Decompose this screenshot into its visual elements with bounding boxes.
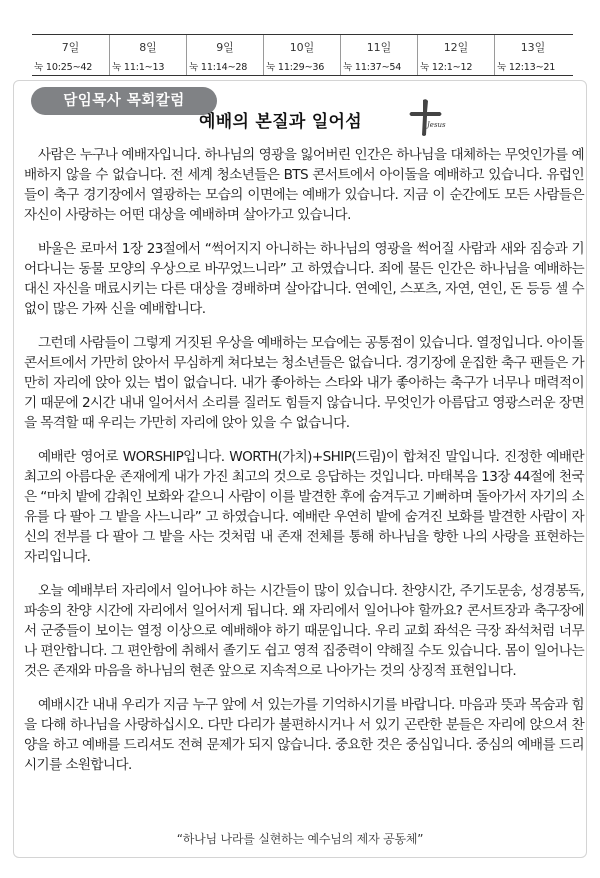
schedule-verse: 눅 11:37~54 — [343, 62, 402, 73]
schedule-day: 13일 — [520, 41, 546, 54]
schedule-verse: 눅 12:13~21 — [497, 62, 556, 73]
schedule-day-cell — [32, 35, 109, 75]
reading-schedule — [32, 34, 573, 76]
schedule-day-cell — [494, 35, 571, 75]
schedule-verse: 눅 10:25~42 — [34, 62, 93, 73]
column-paragraph: 예배란 영어로 WORSHIP입니다. WORTH(가치)+SHIP(드림)이 합쳐진 말입니다. 진정한 예배란 최고의 아름다운 존재에게 내가 가진 최고의 것으로 응답하는 것입니다. 마태복음 13장 44절에 천국은 “마치 밭에 감춰인 보화와 같으니 사람이 이를 발견한 후에 숨겨두고 기뻐하며 돌아가서 자기의 소유를 다 팔아 그 밭을 사느니라” 고 하였습니다. 예배란 우연히 밭에 숨겨진 보화를 발견한 사람이 자신의 전부를 다 팔아 그 밭을 사는 것처럼 내 존재 전체를 통해 하나님을 향한 나의 사랑을 표현하는 자리입니다. — [24, 449, 584, 565]
column-body — [24, 145, 584, 789]
schedule-verse: 눅 11:14~28 — [189, 62, 248, 73]
schedule-day: 10일 — [289, 41, 315, 54]
schedule-day-cell — [263, 35, 340, 75]
schedule-day-cell — [340, 35, 417, 75]
schedule-day-cell — [186, 35, 263, 75]
schedule-day: 11일 — [366, 41, 392, 54]
jesus-cross-icon — [406, 97, 446, 139]
church-slogan: “하나님 나라를 실현하는 예수님의 제자 공동체” — [176, 832, 424, 846]
schedule-day: 9일 — [216, 41, 234, 54]
column-paragraph: 오늘 예배부터 자리에서 일어나야 하는 시간들이 많이 있습니다. 찬양시간, 주기도문송, 성경봉독, 파송의 찬양 시간에 자리에서 일어서게 됩니다. 왜 자리에서 일어나야 할까요? 콘서트장과 축구장에서 군중들이 보이는 열정 이상으로 예배해야 하기 때문입니다. 우리 교회 좌석은 극장 좌석처럼 너무나 편안합니다. 그 편안함에 취해서 졸기도 쉽고 영적 집중력이 약해질 수도 있습니다. 몸이 일어나는 것은 존재와 마음을 하나님의 현존 앞으로 지속적으로 나아가는 것의 상징적 표현입니다. — [24, 583, 584, 679]
pastor-column — [13, 80, 587, 858]
column-badge: 담임목사 목회칼럼 — [31, 87, 217, 115]
schedule-day: 8일 — [139, 41, 157, 54]
schedule-verse: 눅 12:1~12 — [420, 62, 473, 73]
column-paragraph: 바울은 로마서 1장 23절에서 “썩어지지 아니하는 하나님의 영광을 썩어질 사람과 새와 짐승과 기어다니는 동물 모양의 우상으로 바꾸었느니라” 고 하였습니다. 죄에 물든 인간은 하나님을 예배하는 대신 자신을 매료시키는 다른 대상을 경배하며 살아갑니다. 연예인, 스포츠, 자연, 연인, 돈 등등 셀 수 없이 많은 가짜 신을 예배합니다. — [24, 241, 584, 317]
schedule-verse: 눅 11:1~13 — [112, 62, 165, 73]
column-paragraph: 그런데 사람들이 그렇게 거짓된 우상을 예배하는 모습에는 공통점이 있습니다. 열정입니다. 아이돌 콘서트에서 가만히 앉아서 무심하게 쳐다보는 청소년들은 없습니다. 경기장에 운집한 축구 팬들은 가만히 자리에 앉아 있는 법이 없습니다. 내가 좋아하는 스타와 내가 좋아하는 축구가 너무나 매력적이기 때문에 2시간 내내 일어서서 소리를 질러도 힘들지 않습니다. 무엇인가 아름답고 영광스러운 장면을 목격할 때 우리는 가만히 자리에 앉아 있을 수 없습니다. — [24, 335, 584, 431]
cross-logo-text: Jesus — [427, 121, 446, 129]
schedule-day-cell — [417, 35, 494, 75]
column-paragraph: 예배시간 내내 우리가 지금 누구 앞에 서 있는가를 기억하시기를 바랍니다. 마음과 뜻과 목숨과 힘을 다해 하나님을 사랑하십시오. 다만 다리가 불편하시거나 서 있기 곤란한 분들은 자리에 앉으셔 찬양을 하고 예배를 드리셔도 전혀 문제가 되지 않습니다. 중요한 것은 중심입니다. 중심의 예배를 드리시기를 소원합니다. — [24, 697, 584, 773]
schedule-verse: 눅 11:29~36 — [266, 62, 325, 73]
schedule-day: 7일 — [61, 41, 80, 54]
schedule-day: 12일 — [443, 41, 469, 54]
column-paragraph: 사람은 누구나 예배자입니다. 하나님의 영광을 잃어버린 인간은 하나님을 대체하는 무엇인가를 예배하지 않을 수 없습니다. 전 세계 청소년들은 BTS 콘서트에서 아이돌을 예배하고 있습니다. 유럽인들이 축구 경기장에서 열광하는 모습의 이면에는 예배가 있습니다. 지금 이 순간에도 모든 사람들은 자신이 사랑하는 어떤 대상을 예배하며 살아가고 있습니다. — [24, 147, 584, 223]
column-title: 예배의 본질과 일어섬 — [199, 112, 362, 132]
schedule-day-cell — [109, 35, 186, 75]
